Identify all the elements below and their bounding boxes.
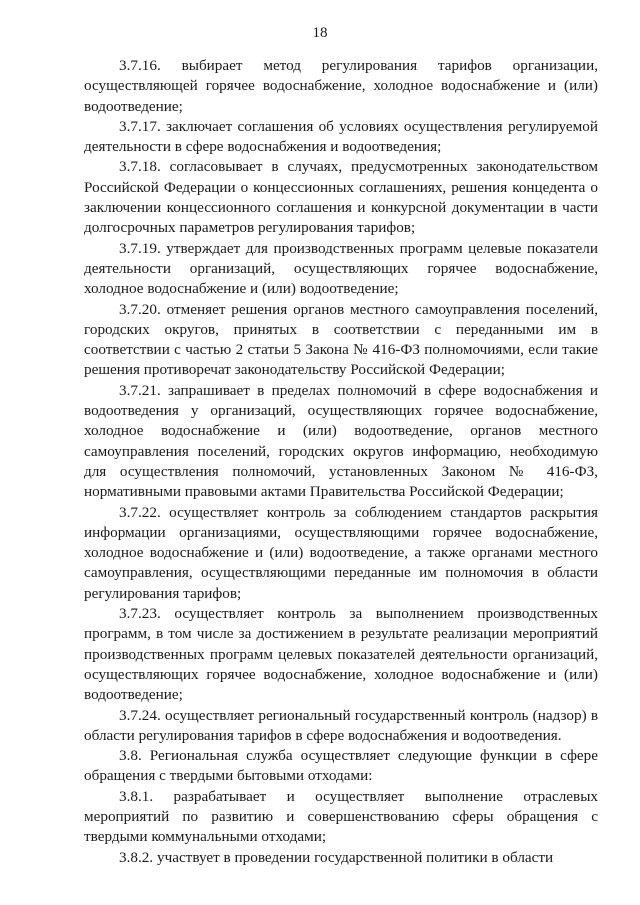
paragraph-3-7-20: 3.7.20. отменяет решения органов местного самоуправления поселений, городских округов, принятых в соответствии с переданными им в соответствии с частью 2 статьи 5 Закона № 416-ФЗ полномочиями, если такие решения противоречат законодательству Российской Федерации; <box>84 300 598 379</box>
paragraph-3-7-18: 3.7.18. согласовывает в случаях, предусмотренных законодательством Российской Федерации о концессионных соглашениях, решения концедента о заключении концессионного соглашения и конкурсной документации в части долгосрочных параметров регулирования тарифов; <box>84 158 598 237</box>
paragraph-3-7-16: 3.7.16. выбирает метод регулирования тарифов организации, осуществляющей горячее водоснабжение, холодное водоснабжение и (или) водоотведение; <box>84 57 598 115</box>
paragraph-3-8: 3.8. Региональная служба осуществляет следующие функции в сфере обращения с твердыми бытовыми отходами: <box>84 747 598 785</box>
document-body <box>84 56 598 868</box>
paragraph-3-7-23: 3.7.23. осуществляет контроль за выполнением производственных программ, в том числе за достижением в результате реализации мероприятий производственных программ целевых показателей деятельности организаций, осуществляющих горячее водоснабжение, холодное водоснабжение и (или) водоотведение; <box>84 605 598 704</box>
paragraph-3-7-17: 3.7.17. заключает соглашения об условиях осуществления регулируемой деятельности в сфере водоснабжения и водоотведения; <box>84 117 598 156</box>
paragraph-3-7-19: 3.7.19. утверждает для производственных программ целевые показатели деятельности организаций, осуществляющих горячее водоснабжение, холодное водоснабжение и (или) водоотведение; <box>84 239 598 298</box>
paragraph-3-8-1: 3.8.1. разрабатывает и осуществляет выполнение отраслевых мероприятий по развитию и совершенствованию сферы обращения с твердыми коммунальными отходами; <box>84 787 598 846</box>
paragraph-3-7-22: 3.7.22. осуществляет контроль за соблюдением стандартов раскрытия информации организациями, осуществляющими горячее водоснабжение, холодное водоснабжение и (или) водоотведение, а также органами местного самоуправления, осуществляющими переданные им полномочия в области регулирования тарифов; <box>84 503 598 602</box>
paragraph-3-7-21: 3.7.21. запрашивает в пределах полномочий в сфере водоснабжения и водоотведения у организаций, осуществляющих горячее водоснабжение, холодное водоснабжение и (или) водоотведение, органов местного самоуправления поселений, городских округов информацию, необходимую для осуществления полномочий, установленных Законом № 416-ФЗ, нормативными правовыми актами Правительства Российской Федерации; <box>84 381 598 501</box>
paragraph-3-7-24: 3.7.24. осуществляет региональный государственный контроль (надзор) в области регулирования тарифов в сфере водоснабжения и водоотведения. <box>84 706 598 744</box>
paragraph-3-8-2: 3.8.2. участвует в проведении государственной политики в области <box>119 848 554 866</box>
page-number: 18 <box>312 25 328 41</box>
